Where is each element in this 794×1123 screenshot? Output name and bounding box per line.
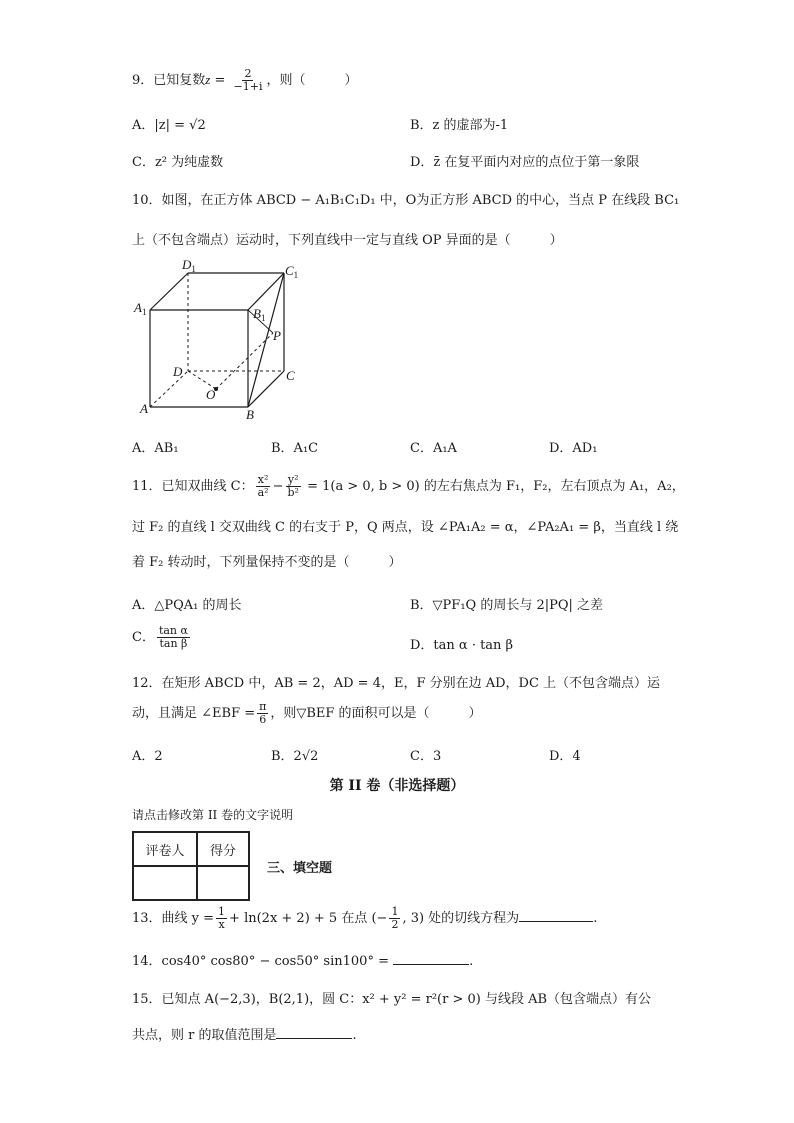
q10-option-d: D．AD₁ <box>549 441 598 456</box>
q9-option-a: A．|z| = √2 <box>132 118 206 133</box>
q9-stem-before: 9．已知复数 <box>132 73 206 88</box>
part2-title: 第 II 卷（非选择题） <box>329 778 465 794</box>
q12-option-d: D．4 <box>549 749 581 764</box>
q10-option-b: B．A₁C <box>271 441 319 456</box>
segment-op-hidden <box>216 333 273 389</box>
q11-frac-y: $\frac{\text{y²}}{\text{b²}}$ <box>287 473 299 499</box>
q13-point-fraction: $\frac{1}{2}$ <box>391 905 399 931</box>
q11-stem-after: = 1(a > 0, b > 0) 的左右焦点为 F₁，F₂，左右顶点为 A₁，A₂， <box>302 479 685 494</box>
q15-stem-line2: 共点，则 r 的取值范围是 . <box>132 1028 357 1043</box>
q12-option-a: A．2 <box>132 749 163 764</box>
q9-option-c: C．z² 为纯虚数 <box>132 155 224 170</box>
q9-stem-after: ，则（ ） <box>266 73 358 88</box>
q12-stem-line1: 12．在矩形 ABCD 中，AB = 2，AD = 4，E，F 分别在边 AD，DC 上（不包含端点）运 <box>132 676 661 691</box>
q9-eq: = <box>210 73 230 88</box>
q12-option-b: B．2√2 <box>271 749 319 764</box>
q12-fraction: $\frac{\pi}{6}$ <box>259 700 267 726</box>
label-d1: $D_1$ <box>182 257 196 274</box>
q11-option-b: B．▽PF₁Q 的周长与 2|PQ| 之差 <box>410 598 604 613</box>
label-b: B <box>246 407 254 422</box>
q11-stem-before: 11．已知双曲线 C： <box>132 479 254 494</box>
score-table-score-header: 得分 <box>197 832 249 866</box>
edge-a1d1 <box>150 273 188 310</box>
score-table <box>132 831 250 901</box>
part2-note[interactable]: 请点击修改第 II 卷的文字说明 <box>132 808 294 822</box>
q14-answer-blank[interactable] <box>393 952 469 965</box>
q10-stem-line1: 10．如图，在正方体 ABCD − A₁B₁C₁D₁ 中，O为正方形 ABCD 的中心，当点 P 在线段 BC₁ <box>132 193 680 208</box>
cube-figure <box>128 255 308 425</box>
label-a1: $A_1$ <box>134 300 147 317</box>
q11-frac-x: $\frac{\text{x²}}{\text{a²}}$ <box>257 473 269 499</box>
score-table-grader-header: 评卷人 <box>133 832 197 866</box>
label-c: C <box>286 368 295 383</box>
q11-option-c-fraction: $\frac{\text{tan α}}{\text{tan β}}$ <box>158 624 188 650</box>
label-a: A <box>140 401 148 416</box>
q9-var: z <box>205 72 211 87</box>
q10-option-a: A．AB₁ <box>132 441 179 456</box>
q10-option-c: C．A₁A <box>410 441 457 456</box>
q13-answer-blank[interactable] <box>519 909 593 922</box>
label-p: P <box>273 328 281 343</box>
q12-stem-line2: 动，且满足 ∠EBF = $\frac{\pi}{6}$ ，则▽BEF 的面积可以是（ ） <box>132 700 482 726</box>
score-table-grader-cell[interactable] <box>133 866 197 900</box>
fill-in-section-title: 三、填空题 <box>267 861 333 876</box>
label-o: O <box>206 387 216 402</box>
q11-option-c: C． $\frac{\text{tan α}}{\text{tan β}}$ <box>132 624 188 650</box>
q9-option-d: D．z̄ 在复平面内对应的点位于第一象限 <box>410 155 640 170</box>
q9-frac-num: 2 <box>244 67 252 80</box>
q11-option-a: A．△PQA₁ 的周长 <box>132 598 242 613</box>
q14-stem: 14．cos40° cos80° − cos50° sin100° = . <box>132 954 474 969</box>
q12-option-c: C．3 <box>410 749 442 764</box>
q13-fraction: $\frac{1}{x}$ <box>218 905 226 931</box>
q10-stem-line2: 上（不包含端点）运动时，下列直线中一定与直线 OP 异面的是（ ） <box>132 233 563 248</box>
q11-stem-line1: 11．已知双曲线 C： $\frac{\text{x²}}{\text{a²}}$ − $\frac{\text{y²}}{\text{b²}}$ = 1(a > 0, b > 0) 的左右焦点为 F₁，F₂，左右顶点为 A₁，A₂， <box>132 473 685 499</box>
q11-stem-line3: 着 F₂ 转动时，下列量保持不变的是（ ） <box>132 555 402 570</box>
q15-stem-line1: 15．已知点 A(−2,3)，B(2,1)，圆 C：x² + y² = r²(r > 0) 与线段 AB（包含端点）有公 <box>132 992 652 1007</box>
q9-option-b: B．z 的虚部为-1 <box>410 118 509 133</box>
score-table-score-cell[interactable] <box>197 866 249 900</box>
q9-frac-den: −1+i <box>233 80 263 93</box>
q9-stem <box>132 68 357 93</box>
q11-stem-line2: 过 F₂ 的直线 l 交双曲线 C 的右支于 P，Q 两点，设 ∠PA₁A₂ = α，∠PA₂A₁ = β，当直线 l 绕 <box>132 520 679 535</box>
q13-stem: 13．曲线 y = $\frac{1}{x}$ + ln(2x + 2) + 5 在点 (− $\frac{1}{2}$ , 3) 处的切线方程为 . <box>132 905 598 931</box>
q9-fraction <box>232 68 265 93</box>
label-c1: $C_1$ <box>285 263 299 280</box>
label-d: D <box>173 364 183 379</box>
q15-answer-blank[interactable] <box>276 1026 352 1039</box>
q11-option-d: D．tan α · tan β <box>410 638 514 653</box>
label-b1: $B_1$ <box>253 306 266 323</box>
